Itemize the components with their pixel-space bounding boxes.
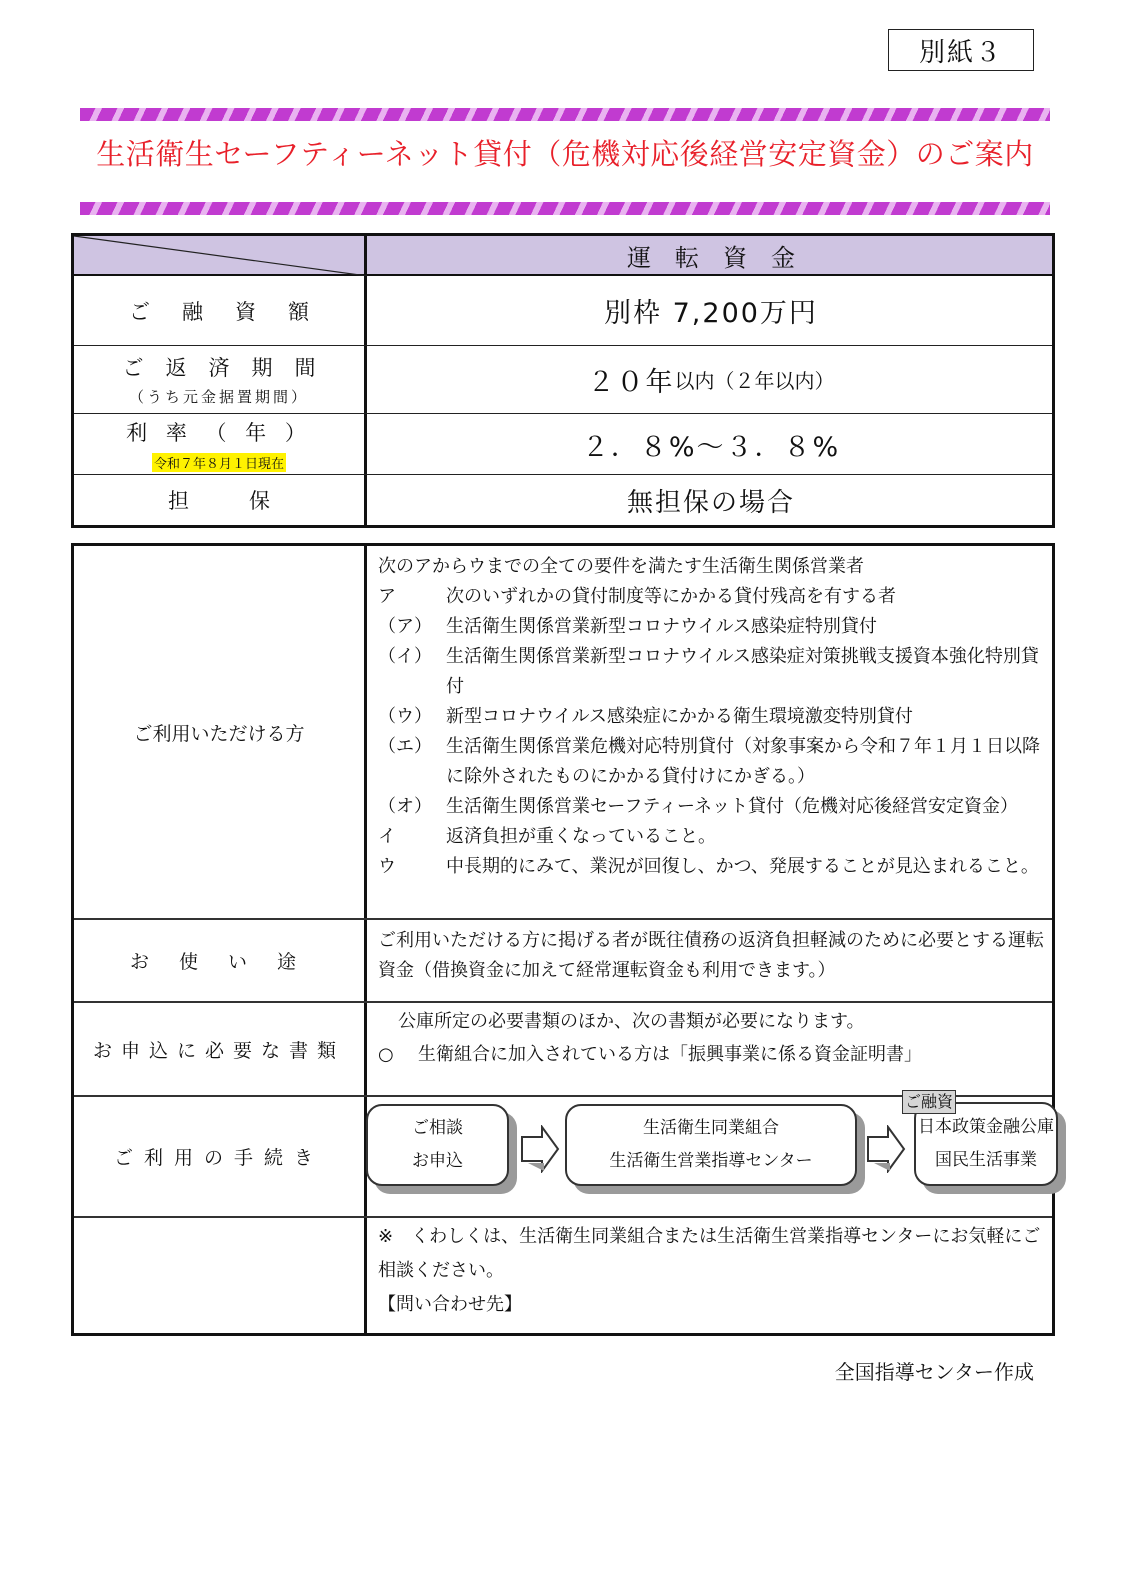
eligibility-sub-item: （ウ） 新型コロナウイルス感染症にかかる衛生環境激変特別貸付	[378, 706, 913, 727]
repayment-sub-label: （うち元金据置期間）	[128, 388, 309, 406]
documents-row	[74, 1001, 1052, 1095]
eligibility-sub-item: （エ） 生活衛生関係営業危機対応特別貸付（対象事案から令和７年１月１日以降に除外されたものにかかる貸付けにかぎる。）	[378, 736, 1040, 787]
interest-label: 利 率 （ 年 ）	[126, 420, 312, 445]
repayment-row	[74, 345, 1052, 413]
flow-step-association: 生活衛生同業組合 生活衛生営業指導センター	[565, 1104, 857, 1186]
attachment-badge: 別紙３	[888, 29, 1034, 71]
documents-label: お申込に必要な書類	[92, 1039, 345, 1062]
eligibility-item-a: ア 次のいずれかの貸付制度等にかかる貸付残高を有する者	[378, 586, 896, 607]
collateral-row	[74, 474, 1052, 525]
contact-content	[370, 1218, 1052, 1333]
header-label: 運 転 資 金	[627, 243, 795, 272]
eligibility-row	[74, 546, 1052, 918]
contact-inquiry: 【問い合わせ先】	[378, 1294, 522, 1315]
repayment-value: ２０年	[587, 367, 675, 398]
loan-amount-row	[74, 276, 1052, 345]
footer-credit: 全国指導センター作成	[834, 1360, 1034, 1384]
eligibility-sub-item: （ア） 生活衛生関係営業新型コロナウイルス感染症特別貸付	[378, 616, 877, 637]
summary-header-row	[74, 236, 1052, 276]
flow-step-jfc: 日本政策金融公庫 国民生活事業	[914, 1102, 1058, 1186]
interest-date: 令和７年８月１日現在	[152, 453, 286, 472]
detail-table	[71, 543, 1055, 1336]
procedure-label: ご利用の手続き	[113, 1147, 324, 1169]
documents-content	[370, 1003, 1052, 1095]
loan-amount-label: ご融資額	[129, 299, 341, 324]
page-title: 生活衛生セーフティーネット貸付（危機対応後経営安定資金）のご案内	[96, 137, 1034, 171]
flow-arrow-icon	[520, 1125, 560, 1173]
decorative-stripe-bottom	[80, 202, 1050, 215]
interest-value: ２．８%～３．８%	[581, 431, 841, 463]
header-working-capital	[370, 236, 1052, 274]
eligibility-label: ご利用いただける方	[74, 546, 367, 918]
collateral-label: 担保	[168, 489, 330, 513]
contact-row	[74, 1216, 1052, 1333]
eligibility-sub-item: （オ） 生活衛生関係営業セーフティーネット貸付（危機対応後経営安定資金）	[378, 796, 1019, 817]
eligibility-sub-item: （イ） 生活衛生関係営業新型コロナウイルス感染症対策挑戦支援資本強化特別貸付	[378, 646, 1039, 697]
documents-line-2: ○ 生衛組合に加入されている方は「振興事業に係る資金証明書」	[378, 1044, 922, 1065]
loan-amount-value: 別枠 7,200万円	[604, 298, 818, 329]
contact-note: ※ くわしくは、生活衛生同業組合または生活衛生営業指導センターにお気軽にご相談ください。	[378, 1226, 1041, 1281]
eligibility-item-i: イ 返済負担が重くなっていること。	[378, 826, 716, 847]
flow-step-consultation: ご相談 お申込	[366, 1104, 509, 1186]
repayment-label: ご返済期間	[122, 356, 338, 380]
header-corner-cell	[74, 236, 367, 274]
eligibility-intro: 次のアからウまでの全ての要件を満たす生活衛生関係営業者	[378, 556, 864, 577]
loan-badge: ご融資	[902, 1090, 956, 1114]
documents-line-1: 公庫所定の必要書類のほか、次の書類が必要になります。	[398, 1011, 865, 1032]
usage-row	[74, 918, 1052, 1001]
usage-label: お 使 い 途	[129, 951, 309, 973]
interest-row	[74, 413, 1052, 474]
flow-arrow-icon	[866, 1125, 906, 1173]
decorative-stripe-top	[80, 108, 1050, 121]
usage-text: ご利用いただける方に掲げる者が既往債務の返済負担軽減のために必要とする運転資金（借換資金に加えて経常運転資金も利用できます。）	[378, 930, 1044, 981]
eligibility-content	[370, 546, 1052, 918]
collateral-value: 無担保の場合	[626, 487, 795, 518]
summary-table	[71, 233, 1055, 528]
repayment-value-suffix: 以内（２年以内）	[674, 369, 835, 393]
diagonal-line	[74, 236, 367, 276]
eligibility-item-u: ウ 中長期的にみて、業況が回復し、かつ、発展することが見込まれること。	[378, 856, 1039, 877]
